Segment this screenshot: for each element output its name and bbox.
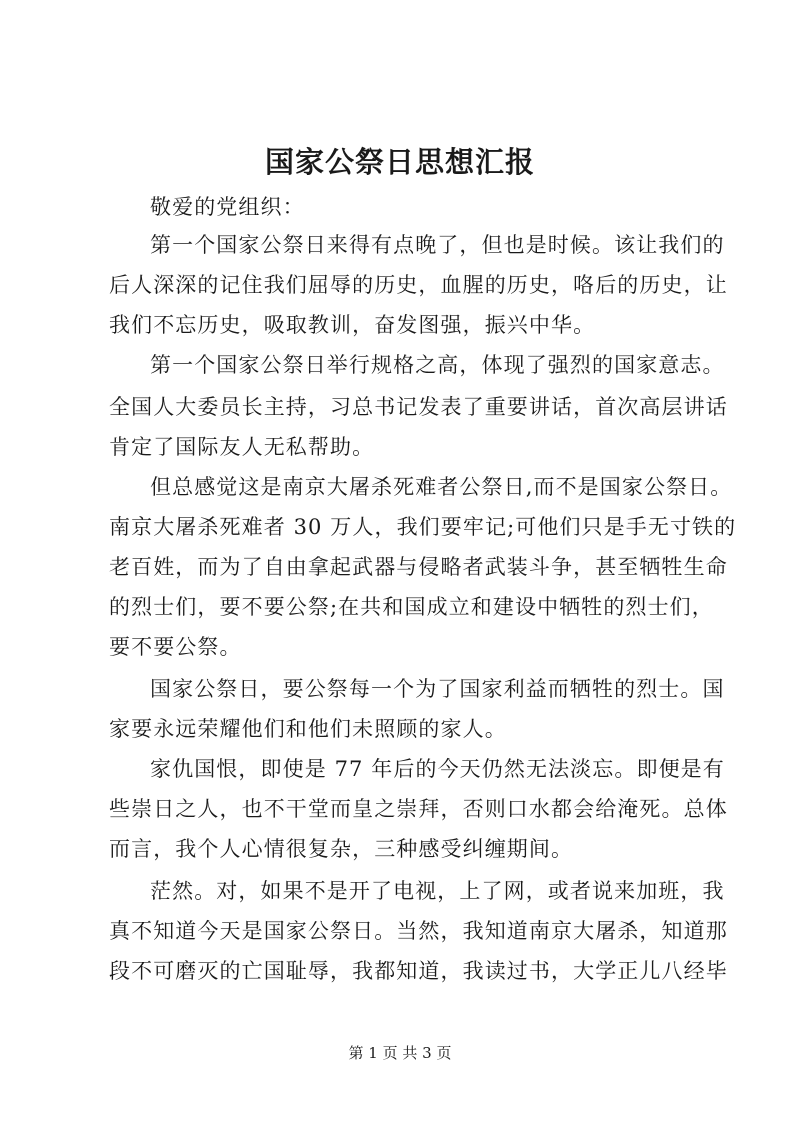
body-line: 老百姓，而为了自由拿起武器与侵略者武装斗争，甚至牺牲生命 (109, 555, 728, 579)
body-line: 后人深深的记住我们屈辱的历史，血腥的历史，咯后的历史，让 (109, 273, 728, 297)
page-number-footer: 第 1 页 共 3 页 (348, 1044, 452, 1062)
body-line: 家仇国恨，即使是 77 年后的今天仍然无法淡忘。即便是有 (150, 757, 725, 781)
body-line: 些崇日之人，也不干堂而皇之崇拜，否则口水都会给淹死。总体 (109, 797, 728, 821)
body-line: 的烈士们，要不要公祭;在共和国成立和建设中牺牲的烈士们， (109, 595, 714, 619)
body-line: 而言，我个人心情很复杂，三种感受纠缠期间。 (109, 837, 574, 861)
body-line: 茫然。对，如果不是开了电视，上了网，或者说来加班，我 (150, 879, 725, 903)
body-line: 南京大屠杀死难者 30 万人，我们要牢记;可他们只是手无寸铁的 (109, 515, 737, 539)
document-title: 国家公祭日思想汇报 (264, 145, 535, 179)
body-line: 但总感觉这是南京大屠杀死难者公祭日,而不是国家公祭日。 (150, 475, 733, 499)
body-line: 第一个国家公祭日来得有点晚了，但也是时候。该让我们的 (150, 233, 725, 257)
body-line: 要不要公祭。 (109, 635, 242, 659)
body-line: 段不可磨灭的亡国耻辱，我都知道，我读过书，大学正儿八经毕 (109, 959, 728, 983)
body-line: 真不知道今天是国家公祭日。当然，我知道南京大屠杀，知道那 (109, 919, 728, 943)
body-line: 我们不忘历史，吸取教训，奋发图强，振兴中华。 (109, 313, 596, 337)
body-line: 全国人大委员长主持，习总书记发表了重要讲话，首次高层讲话 (109, 395, 728, 419)
body-line: 家要永远荣耀他们和他们未照顾的家人。 (109, 717, 507, 741)
body-line: 肯定了国际友人无私帮助。 (109, 435, 375, 459)
body-line: 国家公祭日，要公祭每一个为了国家利益而牺牲的烈士。国 (150, 677, 725, 701)
salutation-line: 敬爱的党组织： (150, 195, 305, 219)
body-line: 第一个国家公祭日举行规格之高，体现了强烈的国家意志。 (150, 353, 725, 377)
